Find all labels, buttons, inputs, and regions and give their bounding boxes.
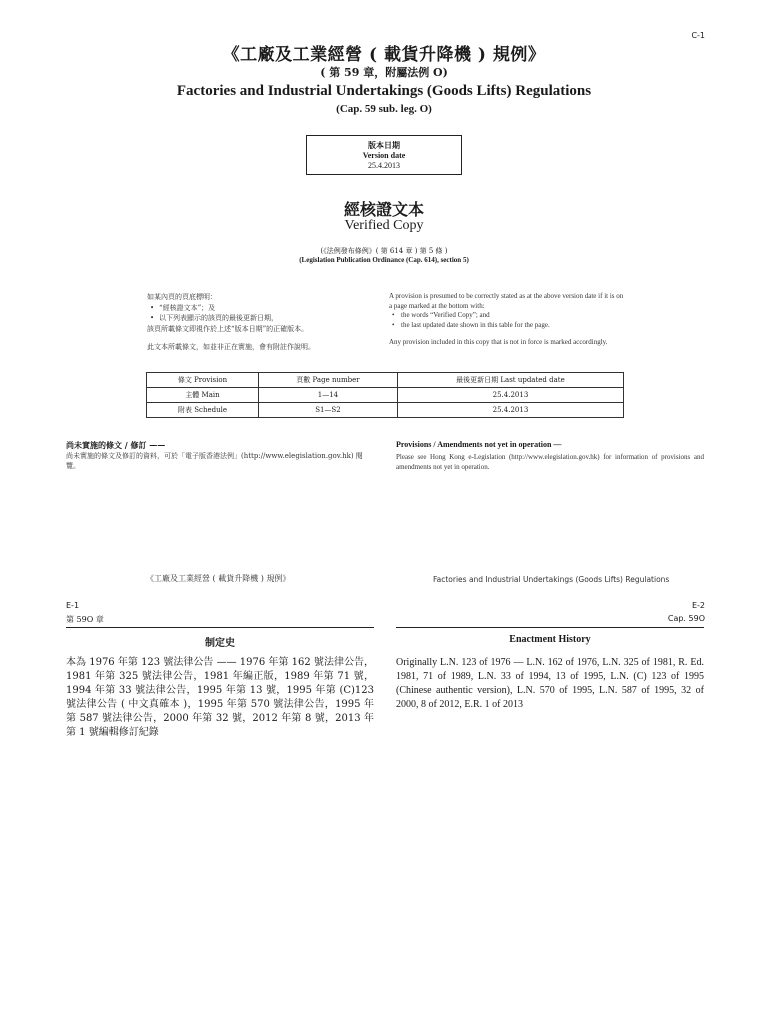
divider-left bbox=[66, 627, 374, 628]
table-row bbox=[147, 403, 624, 418]
notes-zh-bullet-1: • “經核證文本”；及 bbox=[147, 303, 377, 314]
table-cell-provision: 附表 Schedule bbox=[147, 403, 259, 418]
enactment-history-title-en: Enactment History bbox=[509, 634, 591, 645]
table-cell-date: 25.4.2013 bbox=[397, 403, 623, 418]
provision-table bbox=[146, 372, 624, 418]
page-code: C-1 bbox=[691, 31, 705, 40]
table-cell-pages: 1—14 bbox=[258, 388, 397, 403]
ordinance-ref-en: (Legislation Publication Ordinance (Cap. 614), section 5) bbox=[299, 256, 469, 264]
table-cell-pages: S1—S2 bbox=[258, 403, 397, 418]
notes-zh-note2: 此文本所載條文，如並非正在實施，會有附註作說明。 bbox=[147, 343, 315, 351]
table-row bbox=[147, 388, 624, 403]
table-header-last-updated: 最後更新日期 Last updated date bbox=[397, 373, 623, 388]
notes-en bbox=[389, 292, 624, 348]
subtitle-en: (Cap. 59 sub. leg. O) bbox=[336, 103, 432, 115]
version-date: 25.4.2013 bbox=[368, 161, 400, 170]
ordinance-ref-zh: (《法例發布條例》( 第 614 章 ) 第 5 條 ) bbox=[320, 247, 448, 255]
table-header-page-number: 頁數 Page number bbox=[258, 373, 397, 388]
not-in-operation-text-en: Please see Hong Kong e-Legislation (http://www.elegislation.gov.hk) for information of provisions and amendments not yet in operation. bbox=[396, 453, 704, 471]
notes-en-note2: Any provision included in this copy that is not in force is marked accordingly. bbox=[389, 338, 608, 346]
verified-copy-en: Verified Copy bbox=[344, 218, 424, 233]
notes-zh-intro: 如某內頁的頁底標明： bbox=[147, 293, 217, 301]
notes-en-intro: A provision is presumed to be correctly stated as at the above version date if it is on a page marked at the bottom with: bbox=[389, 292, 624, 310]
notes-zh-after: 該頁所載條文即視作於上述“版本日期”的正確版本。 bbox=[147, 324, 309, 333]
version-label-en: Version date bbox=[362, 150, 406, 160]
table-header-provision: 條文 Provision bbox=[147, 373, 259, 388]
title-zh: 《工廠及工業經營 ( 載貨升降機 ) 規例》 bbox=[222, 45, 546, 65]
notes-en-bullet-2: • the last updated date shown in this table for the page. bbox=[389, 321, 624, 331]
page-number-left: E-1 bbox=[66, 601, 80, 610]
not-in-operation-title-en: Provisions / Amendments not yet in operation — bbox=[396, 440, 562, 449]
chapter-left: 第 59O 章 bbox=[66, 615, 104, 624]
enactment-history-text-zh: 本為 1976 年第 123 號法律公告 —— 1976 年第 162 號法律公告，1981 年第 325 號法律公告，1981 年編正版，1989 年第 71 號，1994 年第 33 號法律公告，1995 年第 13 號，1995 年第 (C)123 號法律公告 ( 中文真確本 )，1995 年第 570 號法律公告，1995 年第 587 號法律公告，2000 年第 32 號，2012 年第 8 號，2013 年第 1 號編輯修訂紀錄 bbox=[66, 657, 374, 738]
notes-zh bbox=[147, 292, 377, 353]
not-in-operation-text-zh: 尚未實施的條文及修訂的資料，可於「電子版香港法例」(http://www.elegislation.gov.hk) 閱覽。 bbox=[66, 452, 363, 470]
running-header-en: Factories and Industrial Undertakings (Goods Lifts) Regulations bbox=[433, 575, 670, 584]
enactment-history-title-zh: 制定史 bbox=[205, 638, 235, 649]
table-header-row bbox=[147, 373, 624, 388]
page-number-right: E-2 bbox=[691, 601, 705, 610]
divider-right bbox=[396, 627, 704, 628]
notes-zh-bullet-2: • 以下列表顯示的該頁的最後更新日期， bbox=[147, 313, 377, 324]
subtitle-zh: ( 第 59 章，附屬法例 O) bbox=[320, 66, 448, 79]
notes-en-bullet-1: • the words “Verified Copy”; and bbox=[389, 311, 624, 321]
table-cell-date: 25.4.2013 bbox=[397, 388, 623, 403]
version-date-box bbox=[306, 135, 462, 175]
running-header-zh: 《工廠及工業經營 ( 載貨升降機 ) 規例》 bbox=[146, 574, 291, 583]
enactment-history-text-en: Originally L.N. 123 of 1976 — L.N. 162 of 1976, L.N. 325 of 1981, R. Ed. 1981, 71 of 1989, L.N. 33 of 1994, 13 of 1995, L.N. (C) 123 of 1995 (Chinese authentic version), L.N. 570 of 1995, L.N. 587 of 1995, 32 of 2000, 8 of 2012, E.R. 1 of 2013 bbox=[396, 657, 704, 710]
not-in-operation-title-zh: 尚未實施的條文 / 修訂 —— bbox=[66, 440, 166, 450]
chapter-right: Cap. 59O bbox=[667, 614, 705, 623]
title-en: Factories and Industrial Undertakings (Goods Lifts) Regulations bbox=[176, 83, 592, 99]
table-cell-provision: 主體 Main bbox=[147, 388, 259, 403]
verified-copy-zh: 經核證文本 bbox=[343, 200, 424, 219]
version-label-zh: 版本日期 bbox=[368, 140, 400, 150]
